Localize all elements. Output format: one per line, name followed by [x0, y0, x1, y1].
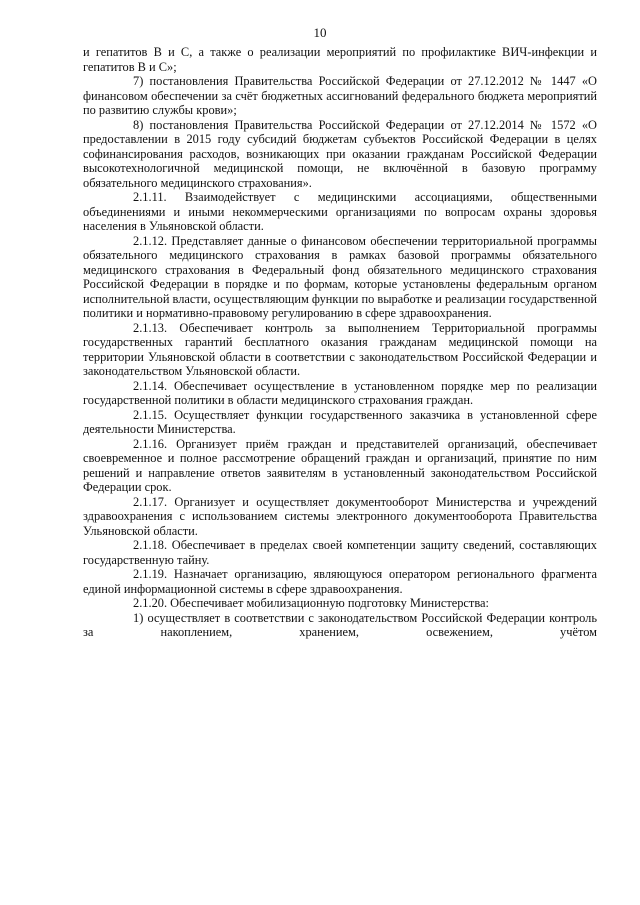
- paragraph: 2.1.11. Взаимодействует с медицинскими ассоциациями, общественными объединениями и иными некоммерческими организациями по вопросам охраны здоровья населения в Ульяновской области.: [83, 190, 597, 233]
- paragraph: 2.1.13. Обеспечивает контроль за выполнением Территориальной программы государственных гарантий бесплатного оказания гражданам медицинской помощи на территории Ульяновской области в соответствии с законодательством Российской Федерации и законодательством Ульяновской области.: [83, 320, 597, 378]
- paragraph: 2.1.15. Осуществляет функции государственного заказчика в установленной сфере деятельности Министерства.: [83, 407, 597, 436]
- paragraph: и гепатитов В и С, а также о реализации мероприятий по профилактике ВИЧ-инфекции и гепатитов В и С»;: [83, 45, 597, 74]
- paragraph: 8) постановления Правительства Российской Федерации от 27.12.2014 № 1572 «О предоставлении в 2015 году субсидий бюджетам субъектов Российской Федерации в целях софинансирования расходов, возникающих при оказании гражданам Российской Федерации высокотехнологичной медицинской помощи, не включённой в базовую программу обязательного медицинского страхования».: [83, 117, 597, 190]
- paragraph: 2.1.20. Обеспечивает мобилизационную подготовку Министерства:: [133, 596, 489, 610]
- paragraph: 2.1.18. Обеспечивает в пределах своей компетенции защиту сведений, составляющих государственную тайну.: [83, 538, 597, 567]
- paragraph: 7) постановления Правительства Российской Федерации от 27.12.2012 № 1447 «О финансовом обеспечении за счёт бюджетных ассигнований федерального бюджета мероприятий по развитию службы крови»;: [83, 74, 597, 117]
- paragraph: 2.1.12. Представляет данные о финансовом обеспечении территориальной программы обязательного медицинского страхования в рамках базовой программы обязательного медицинского страхования в Федеральный фонд обязательного медицинского страхования Российской Федерации в порядке и по формам, которые установлены федеральным органом исполнительной власти, осуществляющим функции по выработке и реализации государственной политики и нормативно-правовому регулированию в сфере здравоохранения.: [83, 233, 597, 320]
- document-body: [83, 45, 597, 640]
- page-number: 10: [313, 25, 327, 40]
- paragraph: 2.1.17. Организует и осуществляет документооборот Министерства и учреждений здравоохранения с использованием системы электронного документооборота Правительства Ульяновской области.: [83, 494, 597, 538]
- paragraph: 2.1.14. Обеспечивает осуществление в установленном порядке мер по реализации государственной политики в области медицинского страхования граждан.: [83, 378, 597, 407]
- paragraph: 1) осуществляет в соответствии с законодательством Российской Федерации контроль за накоплением, хранением, освежением, учётом: [83, 610, 597, 639]
- paragraph: 2.1.19. Назначает организацию, являющуюся оператором регионального фрагмента единой информационной системы в сфере здравоохранения.: [83, 567, 597, 596]
- paragraph: 2.1.16. Организует приём граждан и представителей организаций, обеспечивает своевременное и полное рассмотрение обращений граждан и организаций, принятие по ним решений и направление ответов заявителям в установленный законодательством Российской Федерации срок.: [83, 436, 597, 494]
